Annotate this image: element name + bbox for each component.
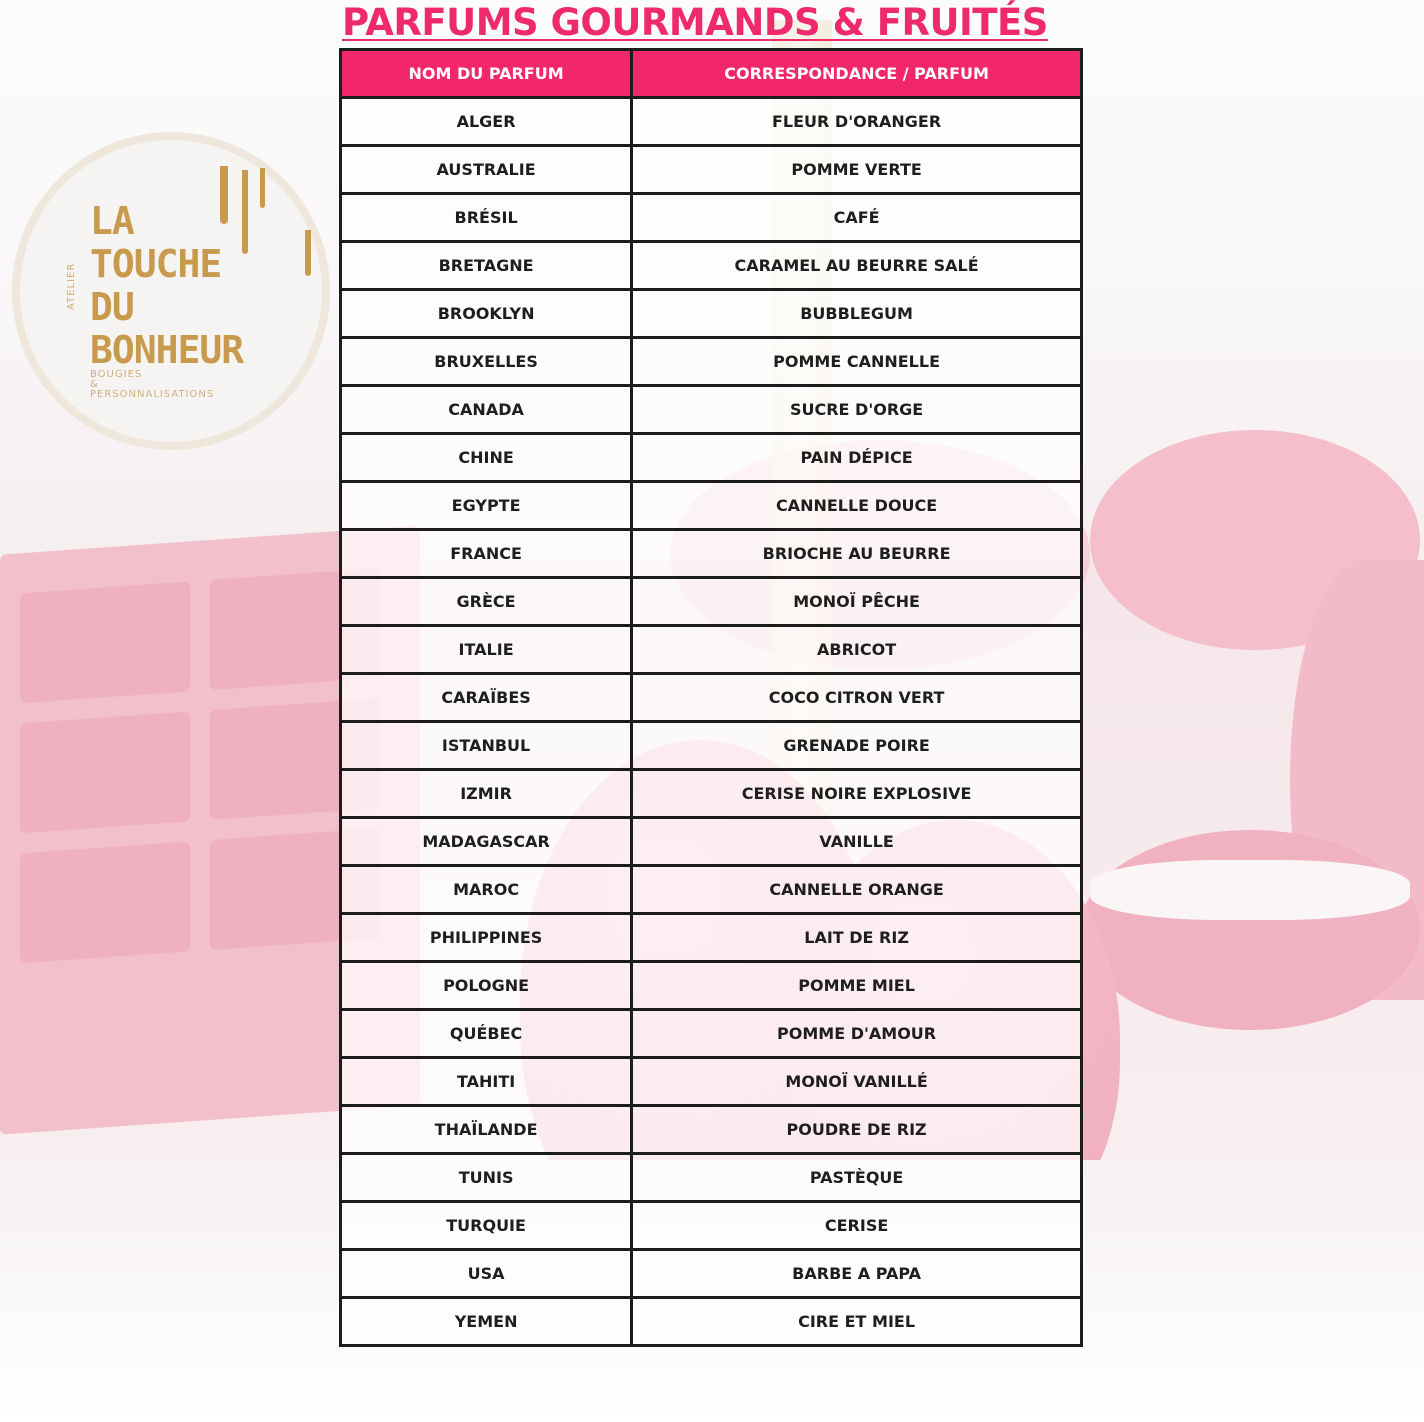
table-row <box>341 626 1082 674</box>
scent-cell: VANILLE <box>632 818 1082 866</box>
scent-cell: PASTÈQUE <box>632 1154 1082 1202</box>
scent-cell: FLEUR D'ORANGER <box>632 98 1082 146</box>
table-row <box>341 578 1082 626</box>
scent-cell: CAFÉ <box>632 194 1082 242</box>
table-row <box>341 242 1082 290</box>
table-row <box>341 194 1082 242</box>
perfume-name-cell: BRÉSIL <box>341 194 632 242</box>
logo-wordmark: LA TOUCHE DU BONHEUR <box>90 199 244 372</box>
table-row <box>341 146 1082 194</box>
table-row <box>341 866 1082 914</box>
scent-cell: CANNELLE DOUCE <box>632 482 1082 530</box>
scent-cell: CARAMEL AU BEURRE SALÉ <box>632 242 1082 290</box>
table-row <box>341 818 1082 866</box>
scent-cell: CERISE <box>632 1202 1082 1250</box>
perfume-name-cell: CHINE <box>341 434 632 482</box>
table-row <box>341 1298 1082 1346</box>
perfume-name-cell: BRETAGNE <box>341 242 632 290</box>
perfume-name-cell: MAROC <box>341 866 632 914</box>
scent-cell: MONOÏ PÊCHE <box>632 578 1082 626</box>
scent-cell: BRIOCHE AU BEURRE <box>632 530 1082 578</box>
perfume-name-cell: BRUXELLES <box>341 338 632 386</box>
page-title: PARFUMS GOURMANDS & FRUITÉS <box>342 1 1048 44</box>
scent-cell: GRENADE POIRE <box>632 722 1082 770</box>
logo-tagline: BOUGIES & PERSONNALISATIONS <box>90 369 215 400</box>
brand-logo <box>12 132 330 450</box>
table-row <box>341 914 1082 962</box>
perfume-name-cell: TAHITI <box>341 1058 632 1106</box>
table-row <box>341 962 1082 1010</box>
perfume-name-cell: YEMEN <box>341 1298 632 1346</box>
scent-cell: POUDRE DE RIZ <box>632 1106 1082 1154</box>
logo-vertical-text: ATELIER <box>66 262 77 310</box>
scent-cell: POMME CANNELLE <box>632 338 1082 386</box>
scent-cell: POMME MIEL <box>632 962 1082 1010</box>
perfume-name-cell: QUÉBEC <box>341 1010 632 1058</box>
table-row <box>341 1250 1082 1298</box>
scent-cell: BARBE A PAPA <box>632 1250 1082 1298</box>
table-body <box>341 98 1082 1346</box>
scent-cell: LAIT DE RIZ <box>632 914 1082 962</box>
table-row <box>341 770 1082 818</box>
perfume-name-cell: PHILIPPINES <box>341 914 632 962</box>
scent-cell: PAIN DÉPICE <box>632 434 1082 482</box>
perfume-name-cell: POLOGNE <box>341 962 632 1010</box>
scent-cell: CERISE NOIRE EXPLOSIVE <box>632 770 1082 818</box>
table-row <box>341 338 1082 386</box>
perfume-name-cell: FRANCE <box>341 530 632 578</box>
column-header-scent: CORRESPONDANCE / PARFUM <box>632 50 1082 98</box>
table-row <box>341 434 1082 482</box>
table-row <box>341 530 1082 578</box>
table-row <box>341 98 1082 146</box>
perfume-name-cell: CANADA <box>341 386 632 434</box>
table-row <box>341 386 1082 434</box>
table-row <box>341 1106 1082 1154</box>
table-row <box>341 1154 1082 1202</box>
column-header-name: NOM DU PARFUM <box>341 50 632 98</box>
table-row <box>341 722 1082 770</box>
table-row <box>341 1058 1082 1106</box>
perfume-name-cell: GRÈCE <box>341 578 632 626</box>
scent-cell: BUBBLEGUM <box>632 290 1082 338</box>
perfume-name-cell: USA <box>341 1250 632 1298</box>
perfume-table <box>339 48 1083 1347</box>
table-header-row <box>341 50 1082 98</box>
perfume-name-cell: TURQUIE <box>341 1202 632 1250</box>
perfume-name-cell: AUSTRALIE <box>341 146 632 194</box>
perfume-name-cell: CARAÏBES <box>341 674 632 722</box>
scent-cell: CIRE ET MIEL <box>632 1298 1082 1346</box>
table-row <box>341 674 1082 722</box>
scent-cell: POMME D'AMOUR <box>632 1010 1082 1058</box>
perfume-name-cell: ALGER <box>341 98 632 146</box>
table-row <box>341 290 1082 338</box>
perfume-name-cell: IZMIR <box>341 770 632 818</box>
perfume-name-cell: BROOKLYN <box>341 290 632 338</box>
scent-cell: COCO CITRON VERT <box>632 674 1082 722</box>
scent-cell: SUCRE D'ORGE <box>632 386 1082 434</box>
perfume-name-cell: EGYPTE <box>341 482 632 530</box>
table-row <box>341 1202 1082 1250</box>
perfume-name-cell: ITALIE <box>341 626 632 674</box>
scent-cell: CANNELLE ORANGE <box>632 866 1082 914</box>
perfume-name-cell: TUNIS <box>341 1154 632 1202</box>
scent-cell: POMME VERTE <box>632 146 1082 194</box>
perfume-name-cell: MADAGASCAR <box>341 818 632 866</box>
scent-cell: MONOÏ VANILLÉ <box>632 1058 1082 1106</box>
perfume-name-cell: THAÏLANDE <box>341 1106 632 1154</box>
table-row <box>341 482 1082 530</box>
perfume-name-cell: ISTANBUL <box>341 722 632 770</box>
scent-cell: ABRICOT <box>632 626 1082 674</box>
table-row <box>341 1010 1082 1058</box>
